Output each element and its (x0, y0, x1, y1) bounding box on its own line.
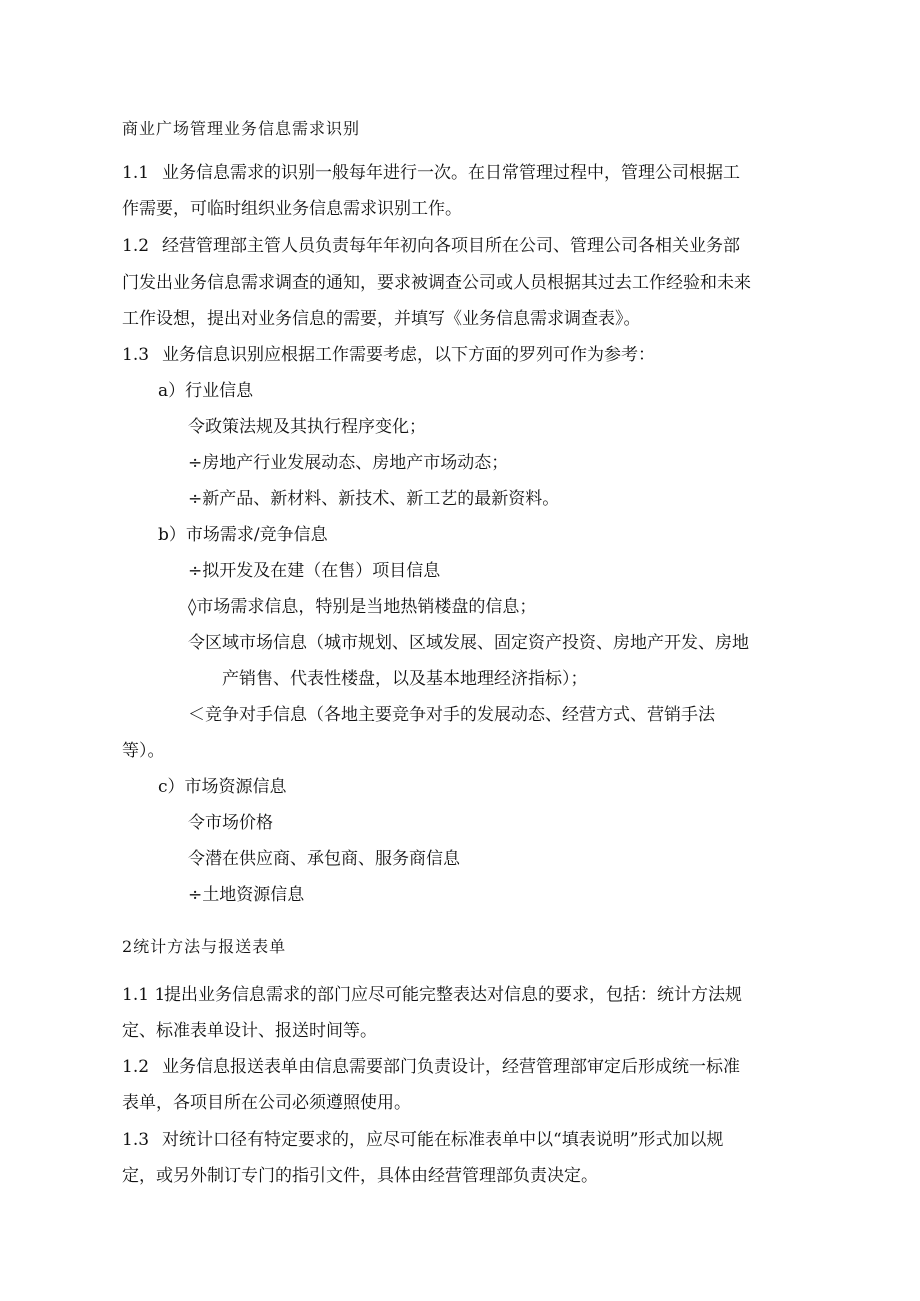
paragraph-1-3-line-1 (122, 344, 655, 366)
paragraph-2-1-3-line-1 (122, 1129, 723, 1151)
paragraph-2-1-1-line-2: 定、标准表单设计、报送时间等。 (122, 1021, 377, 1041)
list-item: ÷新产品、新材料、新技术、新工艺的最新资料。 (188, 489, 560, 509)
paragraph-text: 经营管理部主管人员负责每年年初向各项目所在公司、管理公司各相关业务部 (162, 236, 740, 256)
paragraph-1-1-line-1 (122, 162, 740, 184)
paragraph-number: 1.3 (122, 1130, 150, 1150)
paragraph-number: 1.1 1 (122, 985, 166, 1005)
paragraph-1-1-line-2: 作需要，可临时组织业务信息需求识别工作。 (122, 199, 462, 219)
list-item: 令区域市场信息（城市规划、区域发展、固定资产投资、房地产开发、房地 (188, 633, 749, 653)
list-item: ＜竞争对手信息（各地主要竞争对手的发展动态、经营方式、营销手法 (188, 705, 715, 725)
list-item: ÷拟开发及在建（在售）项目信息 (188, 561, 441, 581)
paragraph-1-2-line-3: 工作设想，提出对业务信息的需要，并填写《业务信息需求调查表》。 (122, 309, 641, 329)
paragraph-text: 对统计口径有特定要求的，应尽可能在标准表单中以“填表说明”形式加以规 (162, 1130, 724, 1150)
paragraph-1-2-line-1 (122, 235, 740, 257)
paragraph-text: 提出业务信息需求的部门应尽可能完整表达对信息的要求，包括：统计方法规 (164, 985, 742, 1005)
paragraph-2-1-3-line-2: 定，或另外制订专门的指引文件，具体由经营管理部负责决定。 (122, 1166, 598, 1186)
list-item: 令政策法规及其执行程序变化； (188, 417, 426, 437)
paragraph-text: 业务信息报送表单由信息需要部门负责设计，经营管理部审定后形成统一标准 (162, 1057, 740, 1077)
section-title: 2统计方法与报送表单 (122, 937, 287, 956)
list-item: ◊市场需求信息，特别是当地热销楼盘的信息； (188, 597, 537, 617)
list-item: ÷房地产行业发展动态、房地产市场动态； (188, 453, 509, 473)
list-a-label: a）行业信息 (158, 381, 254, 401)
list-c-label: c）市场资源信息 (158, 777, 287, 797)
paragraph-text: 业务信息识别应根据工作需要考虑，以下方面的罗列可作为参考： (162, 345, 655, 365)
paragraph-2-1-1-line-1 (122, 984, 742, 1006)
list-item: 令潜在供应商、承包商、服务商信息 (188, 849, 460, 869)
paragraph-number: 1.2 (122, 1057, 150, 1077)
paragraph-text: 业务信息需求的识别一般每年进行一次。在日常管理过程中，管理公司根据工 (162, 163, 740, 183)
paragraph-2-1-2-line-1 (122, 1056, 740, 1078)
paragraph-number: 1.2 (122, 236, 150, 256)
list-item-continuation: 产销售、代表性楼盘，以及基本地理经济指标）； (222, 669, 588, 689)
paragraph-number: 1.1 (122, 163, 150, 183)
list-b-label: b）市场需求/竞争信息 (158, 525, 328, 545)
section-title: 商业广场管理业务信息需求识别 (122, 119, 361, 138)
list-item-continuation: 等）。 (122, 741, 165, 761)
paragraph-2-1-2-line-2: 表单，各项目所在公司必须遵照使用。 (122, 1093, 411, 1113)
paragraph-number: 1.3 (122, 345, 150, 365)
paragraph-1-2-line-2: 门发出业务信息需求调查的通知，要求被调查公司或人员根据其过去工作经验和未来 (122, 273, 751, 293)
list-item: 令市场价格 (188, 813, 273, 833)
list-item: ÷土地资源信息 (188, 885, 305, 905)
